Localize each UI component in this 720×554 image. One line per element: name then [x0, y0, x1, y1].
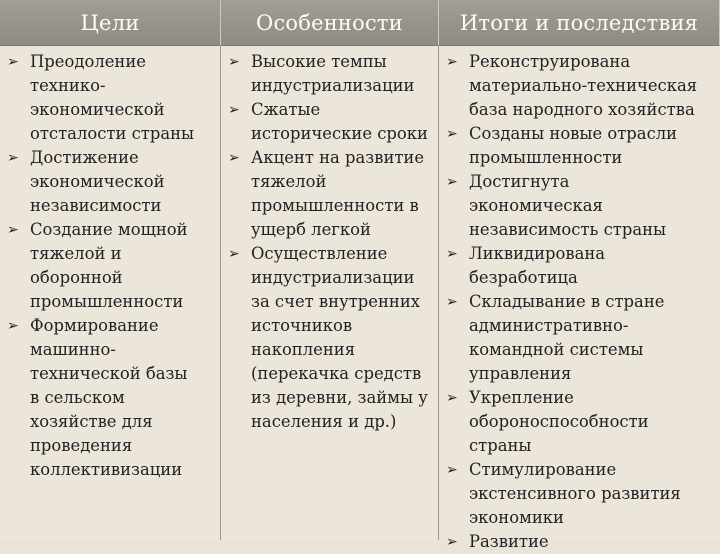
- list-item-text: проведения: [30, 436, 133, 455]
- list-item-text: Достижение: [30, 148, 139, 167]
- header-results: Итоги и последствия: [439, 0, 720, 46]
- arrow-bullet-icon: ➢: [228, 54, 240, 70]
- list-item-text: Стимулирование: [469, 460, 617, 479]
- arrow-bullet-icon: ➢: [446, 126, 458, 142]
- list-item: [445, 290, 720, 386]
- list-item: [6, 218, 220, 314]
- header-features: Особенности: [221, 0, 439, 46]
- list-item-text: страны: [469, 436, 532, 455]
- list-item-text: накопления: [251, 340, 356, 359]
- list-item: [227, 50, 438, 98]
- list-item-text: командной системы: [469, 340, 644, 359]
- list-item: [445, 386, 720, 458]
- list-item-text: отсталости страны: [30, 124, 195, 143]
- results-list: [445, 50, 720, 554]
- list-item-text: (перекачка средств: [251, 364, 422, 383]
- list-item-text: безработица: [469, 268, 578, 287]
- list-item: [6, 314, 220, 482]
- list-item: [445, 122, 720, 170]
- list-item-text: Создание мощной: [30, 220, 188, 239]
- arrow-bullet-icon: ➢: [446, 174, 458, 190]
- list-item-text: экономическая: [469, 196, 603, 215]
- list-item-text: тяжелой и: [30, 244, 122, 263]
- list-item: [445, 242, 720, 290]
- list-item-text: экономической: [30, 100, 165, 119]
- header-goals: Цели: [0, 0, 221, 46]
- list-item: [227, 146, 438, 242]
- arrow-bullet-icon: ➢: [446, 462, 458, 478]
- list-item-text: оборонной: [30, 268, 123, 287]
- list-item-text: управления: [469, 364, 572, 383]
- list-item-text: в сельском: [30, 388, 125, 407]
- arrow-bullet-icon: ➢: [7, 222, 19, 238]
- arrow-bullet-icon: ➢: [7, 318, 19, 334]
- list-item-text: индустриализации: [251, 76, 415, 95]
- list-item-text: из деревни, займы у: [251, 388, 428, 407]
- arrow-bullet-icon: ➢: [228, 246, 240, 262]
- list-item-text: хозяйстве для: [30, 412, 153, 431]
- list-item-text: Укрепление: [469, 388, 574, 407]
- list-item-text: административно-: [469, 316, 629, 335]
- list-item-text: промышленности: [30, 292, 184, 311]
- arrow-bullet-icon: ➢: [228, 102, 240, 118]
- list-item: [227, 98, 438, 146]
- list-item: [445, 50, 720, 122]
- list-item-text: ущерб легкой: [251, 220, 371, 239]
- list-item-text: технической базы: [30, 364, 188, 383]
- list-item-text: независимости: [30, 196, 162, 215]
- list-item-text: Формирование: [30, 316, 159, 335]
- list-item-text: индустриализации: [251, 268, 415, 287]
- list-item: [6, 50, 220, 146]
- list-item-text: Акцент на развитие: [251, 148, 425, 167]
- list-item-text: Осуществление: [251, 244, 388, 263]
- list-item-text: коллективизации: [30, 460, 183, 479]
- list-item: [227, 242, 438, 434]
- list-item-text: Высокие темпы: [251, 52, 387, 71]
- list-item-text: тяжелой: [251, 172, 327, 191]
- list-item-text: Достигнута: [469, 172, 570, 191]
- arrow-bullet-icon: ➢: [7, 150, 19, 166]
- list-item-text: машинно-: [30, 340, 116, 359]
- list-item-text: промышленности в: [251, 196, 419, 215]
- list-item-text: источников: [251, 316, 353, 335]
- column-features: [221, 46, 439, 540]
- list-item-text: Развитие: [469, 532, 549, 551]
- list-item-text: материально-техническая: [469, 76, 698, 95]
- list-item-text: за счет внутренних: [251, 292, 420, 311]
- arrow-bullet-icon: ➢: [446, 294, 458, 310]
- list-item-text: Сжатые: [251, 100, 321, 119]
- arrow-bullet-icon: ➢: [446, 534, 458, 550]
- column-results: [439, 46, 720, 551]
- arrow-bullet-icon: ➢: [228, 150, 240, 166]
- list-item-text: обороноспособности: [469, 412, 649, 431]
- column-goals: [0, 46, 221, 540]
- list-item-text: Реконструирована: [469, 52, 631, 71]
- list-item-text: технико-: [30, 76, 106, 95]
- list-item: [445, 530, 720, 554]
- arrow-bullet-icon: ➢: [7, 54, 19, 70]
- list-item: [6, 146, 220, 218]
- list-item-text: населения и др.): [251, 412, 397, 431]
- list-item-text: экономики: [469, 508, 564, 527]
- list-item-text: независимость страны: [469, 220, 667, 239]
- goals-list: [6, 50, 220, 482]
- list-item-text: промышленности: [469, 148, 623, 167]
- list-item-text: Созданы новые отрасли: [469, 124, 678, 143]
- arrow-bullet-icon: ➢: [446, 390, 458, 406]
- list-item-text: экономической: [30, 172, 165, 191]
- features-list: [227, 50, 438, 434]
- list-item-text: Ликвидирована: [469, 244, 606, 263]
- arrow-bullet-icon: ➢: [446, 54, 458, 70]
- list-item: [445, 458, 720, 530]
- arrow-bullet-icon: ➢: [446, 246, 458, 262]
- list-item-text: Преодоление: [30, 52, 146, 71]
- list-item-text: экстенсивного развития: [469, 484, 681, 503]
- list-item-text: Складывание в стране: [469, 292, 665, 311]
- list-item-text: исторические сроки: [251, 124, 428, 143]
- list-item-text: база народного хозяйства: [469, 100, 695, 119]
- list-item: [445, 170, 720, 242]
